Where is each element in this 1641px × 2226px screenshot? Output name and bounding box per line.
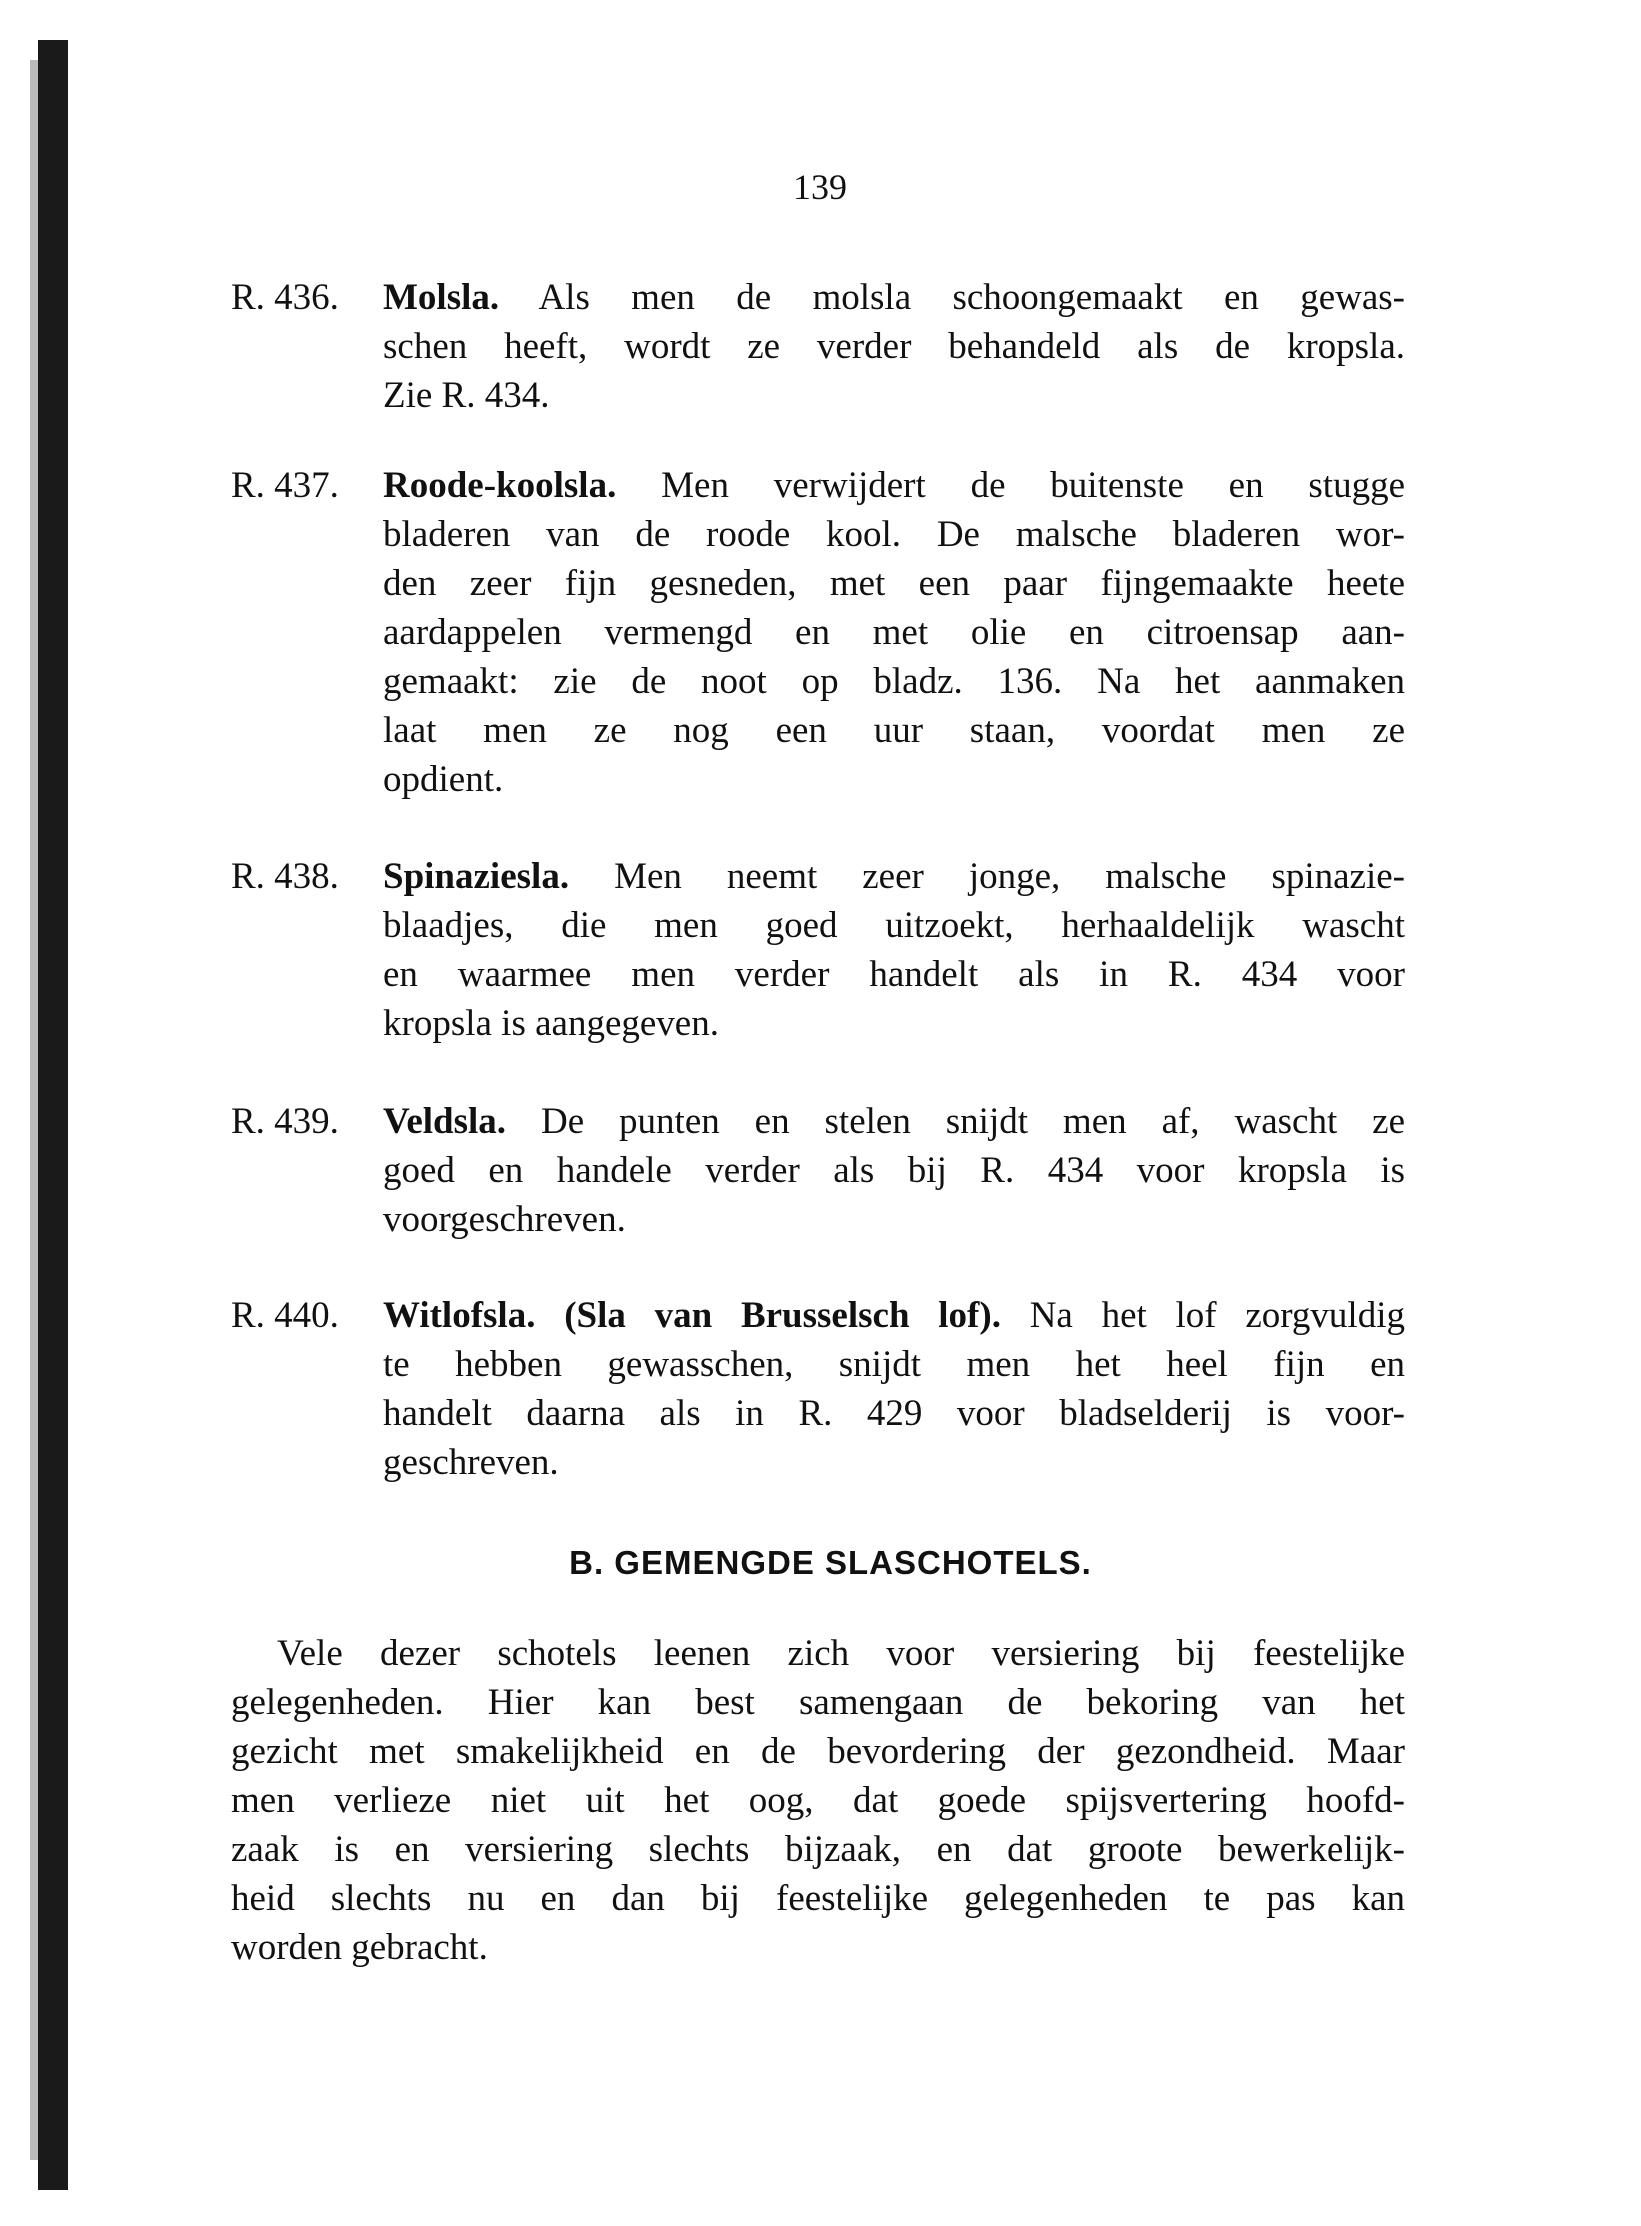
text-line: kropsla is aangegeven. bbox=[383, 1003, 719, 1044]
recipe-title: Spinaziesla. bbox=[383, 856, 570, 897]
recipe-entry bbox=[231, 1291, 1405, 1487]
paragraph-line: men verlieze niet uit het oog, dat goede spijsvertering hoofd- bbox=[231, 1780, 1405, 1821]
text-line: den zeer fijn gesneden, met een paar fijngemaakte heete bbox=[383, 563, 1405, 604]
text-line: opdient. bbox=[383, 759, 504, 800]
paragraph-line: worden gebracht. bbox=[231, 1927, 488, 1968]
text-line bbox=[383, 461, 1405, 510]
text-line: Zie R. 434. bbox=[383, 375, 550, 416]
recipe-entry bbox=[231, 852, 1405, 1048]
text-line bbox=[383, 1291, 1405, 1340]
paragraph-line: gelegenheden. Hier kan best samengaan de bekoring van het bbox=[231, 1682, 1405, 1723]
text-line: te hebben gewasschen, snijdt men het heel fijn en bbox=[383, 1344, 1405, 1385]
paragraph-line: zaak is en versiering slechts bijzaak, en dat groote bewerkelijk- bbox=[231, 1829, 1405, 1870]
text-line: handelt daarna als in R. 429 voor bladselderij is voor- bbox=[383, 1393, 1405, 1434]
intro-paragraph bbox=[231, 1629, 1405, 1972]
text-line bbox=[383, 273, 1405, 322]
text-line: geschreven. bbox=[383, 1442, 559, 1483]
recipe-title: Molsla. bbox=[383, 277, 500, 318]
line-text: Als men de molsla schoongemaakt en gewas- bbox=[538, 277, 1405, 318]
text-line: aardappelen vermengd en met olie en citroensap aan- bbox=[383, 612, 1405, 653]
text-line bbox=[383, 852, 1405, 901]
recipe-number: R. 437. bbox=[231, 465, 339, 506]
line-text: Na het lof zorgvuldig bbox=[1029, 1295, 1405, 1336]
recipe-entry bbox=[231, 1097, 1405, 1244]
text-line: goed en handele verder als bij R. 434 voor kropsla is bbox=[383, 1150, 1405, 1191]
recipe-title: Veldsla. bbox=[383, 1101, 507, 1142]
recipe-title: Roode-koolsla. bbox=[383, 465, 617, 506]
text-line bbox=[383, 1097, 1405, 1146]
recipe-number: R. 439. bbox=[231, 1101, 339, 1142]
paragraph-line: heid slechts nu en dan bij feestelijke gelegenheden te pas kan bbox=[231, 1878, 1405, 1919]
recipe-entry bbox=[231, 461, 1405, 804]
text-line: bladeren van de roode kool. De malsche bladeren wor- bbox=[383, 514, 1405, 555]
recipe-number: R. 438. bbox=[231, 856, 339, 897]
page-number: 139 bbox=[793, 167, 847, 207]
text-line: voorgeschreven. bbox=[383, 1199, 626, 1240]
recipe-title: Witlofsla. (Sla van Brusselsch lof). bbox=[383, 1295, 1001, 1336]
text-line: blaadjes, die men goed uitzoekt, herhaaldelijk wascht bbox=[383, 905, 1405, 946]
text-line: gemaakt: zie de noot op bladz. 136. Na het aanmaken bbox=[383, 661, 1405, 702]
line-text: De punten en stelen snijdt men af, wascht ze bbox=[540, 1101, 1406, 1142]
recipe-entry bbox=[231, 273, 1405, 420]
text-line: en waarmee men verder handelt als in R. 434 voor bbox=[383, 954, 1405, 995]
line-text: Men verwijdert de buitenste en stugge bbox=[661, 465, 1405, 506]
paragraph-line: Vele dezer schotels leenen zich voor versiering bij feestelijke bbox=[277, 1633, 1405, 1674]
text-line: laat men ze nog een uur staan, voordat men ze bbox=[383, 710, 1405, 751]
recipe-number: R. 440. bbox=[231, 1295, 339, 1336]
recipe-number: R. 436. bbox=[231, 277, 339, 318]
binding-edge bbox=[38, 40, 68, 2190]
line-text: Men neemt zeer jonge, malsche spinazie- bbox=[614, 856, 1405, 897]
paragraph-line: gezicht met smakelijkheid en de bevordering der gezondheid. Maar bbox=[231, 1731, 1405, 1772]
text-line: schen heeft, wordt ze verder behandeld als de kropsla. bbox=[383, 326, 1405, 367]
section-heading: B. GEMENGDE SLASCHOTELS. bbox=[569, 1544, 1092, 1581]
